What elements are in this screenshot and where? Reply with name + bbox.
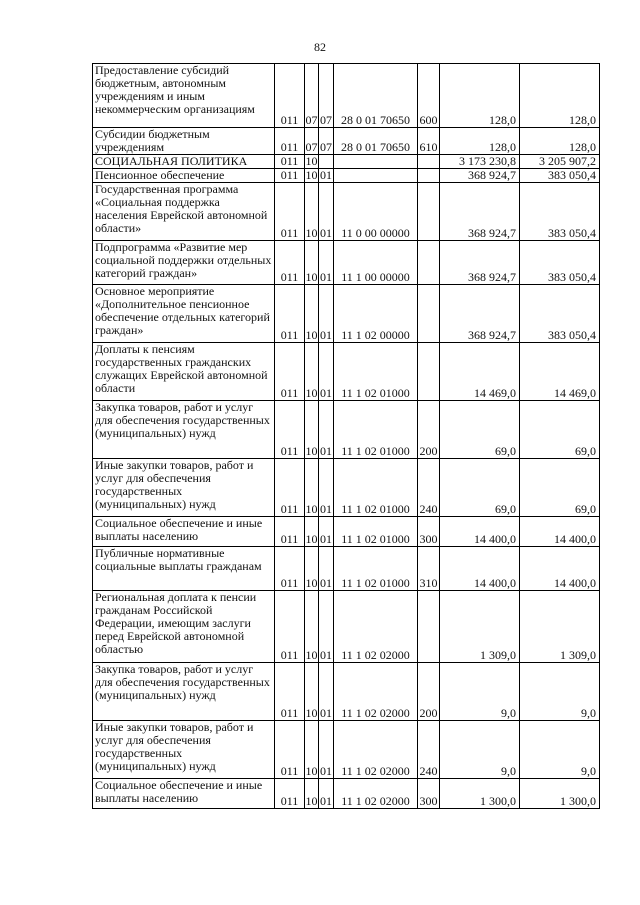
row-name-cell: Закупка товаров, работ и услуг для обеспечения государственных (муниципальных) нужд [93,401,275,459]
table-row [93,459,600,517]
amount-year1-cell: 9,0 [440,721,520,779]
section-code-cell: 10 [305,241,319,285]
amount-year1-cell: 1 309,0 [440,591,520,663]
subsection-code-cell: 01 [319,343,334,401]
grbs-code-cell: 011 [275,285,305,343]
row-name-cell: Социальное обеспечение и иные выплаты населению [93,779,275,809]
section-code-cell: 10 [305,591,319,663]
expense-type-cell [418,169,440,183]
amount-year1-cell: 14 469,0 [440,343,520,401]
section-code-cell: 10 [305,459,319,517]
row-name-cell: Государственная программа «Социальная поддержка населения Еврейской автономной области» [93,183,275,241]
target-article-cell: 11 1 02 02000 [334,721,418,779]
amount-year2-cell: 3 205 907,2 [520,155,600,169]
amount-year2-cell: 9,0 [520,721,600,779]
target-article-cell: 11 1 02 01000 [334,401,418,459]
amount-year2-cell: 1 300,0 [520,779,600,809]
grbs-code-cell: 011 [275,401,305,459]
grbs-code-cell: 011 [275,169,305,183]
table-row [93,285,600,343]
row-name-cell: Пенсионное обеспечение [93,169,275,183]
target-article-cell: 11 1 00 00000 [334,241,418,285]
section-code-cell: 10 [305,721,319,779]
subsection-code-cell: 07 [319,128,334,155]
table-row [93,64,600,128]
amount-year1-cell: 1 300,0 [440,779,520,809]
amount-year2-cell: 383 050,4 [520,183,600,241]
grbs-code-cell: 011 [275,241,305,285]
expense-type-cell [418,591,440,663]
grbs-code-cell: 011 [275,721,305,779]
section-code-cell: 07 [305,64,319,128]
target-article-cell: 28 0 01 70650 [334,128,418,155]
expense-type-cell: 300 [418,779,440,809]
grbs-code-cell: 011 [275,64,305,128]
target-article-cell: 11 1 02 01000 [334,343,418,401]
section-code-cell: 10 [305,168,318,182]
grbs-code-cell: 011 [275,459,305,517]
row-name-cell: Иные закупки товаров, работ и услуг для обеспечения государственных (муниципальных) нужд [93,721,275,779]
amount-year2-cell: 128,0 [520,64,600,128]
amount-year2-cell: 9,0 [520,663,600,721]
budget-table [92,63,600,809]
row-name-cell: Закупка товаров, работ и услуг для обеспечения государственных (муниципальных) нужд [93,663,275,721]
subsection-code-cell: 01 [319,779,334,809]
section-code-cell: 10 [305,517,319,547]
amount-year1-cell: 69,0 [440,401,520,459]
target-article-cell: 28 0 01 70650 [334,64,418,128]
row-name-cell: СОЦИАЛЬНАЯ ПОЛИТИКА [93,155,275,169]
section-code-cell: 10 [305,285,319,343]
subsection-code-cell: 01 [319,547,334,591]
page-number: 82 [314,40,326,54]
expense-type-cell: 200 [418,663,440,721]
amount-year2-cell: 383 050,4 [520,169,600,183]
expense-type-cell [418,343,440,401]
section-code-cell: 07 [305,128,319,155]
table-row [93,779,600,809]
section-code-cell: 10 [305,779,319,809]
subsection-code-cell: 01 [319,591,334,663]
amount-year1-cell: 368 924,7 [440,285,520,343]
target-article-cell [334,169,418,183]
amount-year1-cell: 69,0 [440,459,520,517]
expense-type-cell [418,285,440,343]
row-name-cell: Иные закупки товаров, работ и услуг для обеспечения государственных (муниципальных) нужд [93,459,275,517]
row-name-cell: Доплаты к пенсиям государственных гражданских служащих Еврейской автономной области [93,343,275,401]
expense-type-cell [418,241,440,285]
amount-year2-cell: 69,0 [520,401,600,459]
target-article-cell [334,155,418,169]
target-article-cell: 11 1 02 01000 [334,459,418,517]
amount-year1-cell: 14 400,0 [440,547,520,591]
grbs-code-cell: 011 [275,155,305,169]
table-row [93,547,600,591]
target-article-cell: 11 1 02 01000 [334,517,418,547]
amount-year1-cell: 128,0 [440,128,520,155]
expense-type-cell [418,183,440,241]
amount-year1-cell: 368 924,7 [440,169,520,183]
table-row [93,128,600,155]
subsection-code-cell: 01 [319,241,334,285]
section-code-cell: 10 [305,343,319,401]
amount-year1-cell: 3 173 230,8 [440,155,520,169]
amount-year2-cell: 128,0 [520,128,600,155]
grbs-code-cell: 011 [275,183,305,241]
subsection-code-cell: 01 [319,721,334,779]
target-article-cell: 11 1 02 02000 [334,663,418,721]
subsection-code-cell: 01 [319,285,334,343]
table-row [93,155,600,169]
expense-type-cell: 240 [418,459,440,517]
table-row [93,401,600,459]
target-article-cell: 11 1 02 02000 [334,779,418,809]
amount-year2-cell: 383 050,4 [520,241,600,285]
grbs-code-cell: 011 [275,128,305,155]
table-row [93,343,600,401]
row-name-cell: Субсидии бюджетным учреждениям [93,128,275,155]
grbs-code-cell: 011 [275,343,305,401]
expense-type-cell: 600 [418,64,440,128]
amount-year2-cell: 383 050,4 [520,285,600,343]
table-row [93,721,600,779]
row-name-cell: Предоставление субсидий бюджетным, автономным учреждениям и иным некоммерческим организациям [93,64,275,128]
table-row [93,517,600,547]
amount-year2-cell: 69,0 [520,459,600,517]
row-name-cell: Региональная доплата к пенсии гражданам Российской Федерации, имеющим заслуги перед Еврейской автономной областью [93,591,275,663]
section-code-cell: 10 [305,154,318,168]
expense-type-cell: 200 [418,401,440,459]
expense-type-cell: 310 [418,547,440,591]
target-article-cell: 11 0 00 00000 [334,183,418,241]
expense-type-cell [418,155,440,169]
section-code-cell: 10 [305,547,319,591]
grbs-code-cell: 011 [275,517,305,547]
subsection-code-cell: 01 [319,663,334,721]
section-code-cell: 10 [305,401,319,459]
amount-year1-cell: 128,0 [440,64,520,128]
table-row [93,169,600,183]
table-row [93,663,600,721]
row-name-cell: Публичные нормативные социальные выплаты гражданам [93,547,275,591]
subsection-code-cell: 01 [319,183,334,241]
subsection-code-cell: 01 [319,517,334,547]
grbs-code-cell: 011 [275,591,305,663]
target-article-cell: 11 1 02 00000 [334,285,418,343]
expense-type-cell: 240 [418,721,440,779]
subsection-code-cell: 07 [319,64,334,128]
table-row [93,591,600,663]
section-code-cell: 10 [305,663,319,721]
target-article-cell: 11 1 02 01000 [334,547,418,591]
grbs-code-cell: 011 [275,779,305,809]
amount-year2-cell: 1 309,0 [520,591,600,663]
table-row [93,183,600,241]
grbs-code-cell: 011 [275,663,305,721]
row-name-cell: Основное мероприятие «Дополнительное пенсионное обеспечение отдельных категорий граждан» [93,285,275,343]
subsection-code-cell: 01 [320,168,332,182]
amount-year1-cell: 368 924,7 [440,183,520,241]
expense-type-cell: 300 [418,517,440,547]
amount-year2-cell: 14 469,0 [520,343,600,401]
row-name-cell: Подпрограмма «Развитие мер социальной поддержки отдельных категорий граждан» [93,241,275,285]
table-row [93,241,600,285]
amount-year1-cell: 9,0 [440,663,520,721]
grbs-code-cell: 011 [275,547,305,591]
row-name-cell: Социальное обеспечение и иные выплаты населению [93,517,275,547]
subsection-code-cell [319,155,334,169]
subsection-code-cell: 01 [319,459,334,517]
amount-year2-cell: 14 400,0 [520,547,600,591]
amount-year1-cell: 368 924,7 [440,241,520,285]
target-article-cell: 11 1 02 02000 [334,591,418,663]
section-code-cell: 10 [305,183,319,241]
expense-type-cell: 610 [418,128,440,155]
amount-year2-cell: 14 400,0 [520,517,600,547]
subsection-code-cell: 01 [319,401,334,459]
amount-year1-cell: 14 400,0 [440,517,520,547]
